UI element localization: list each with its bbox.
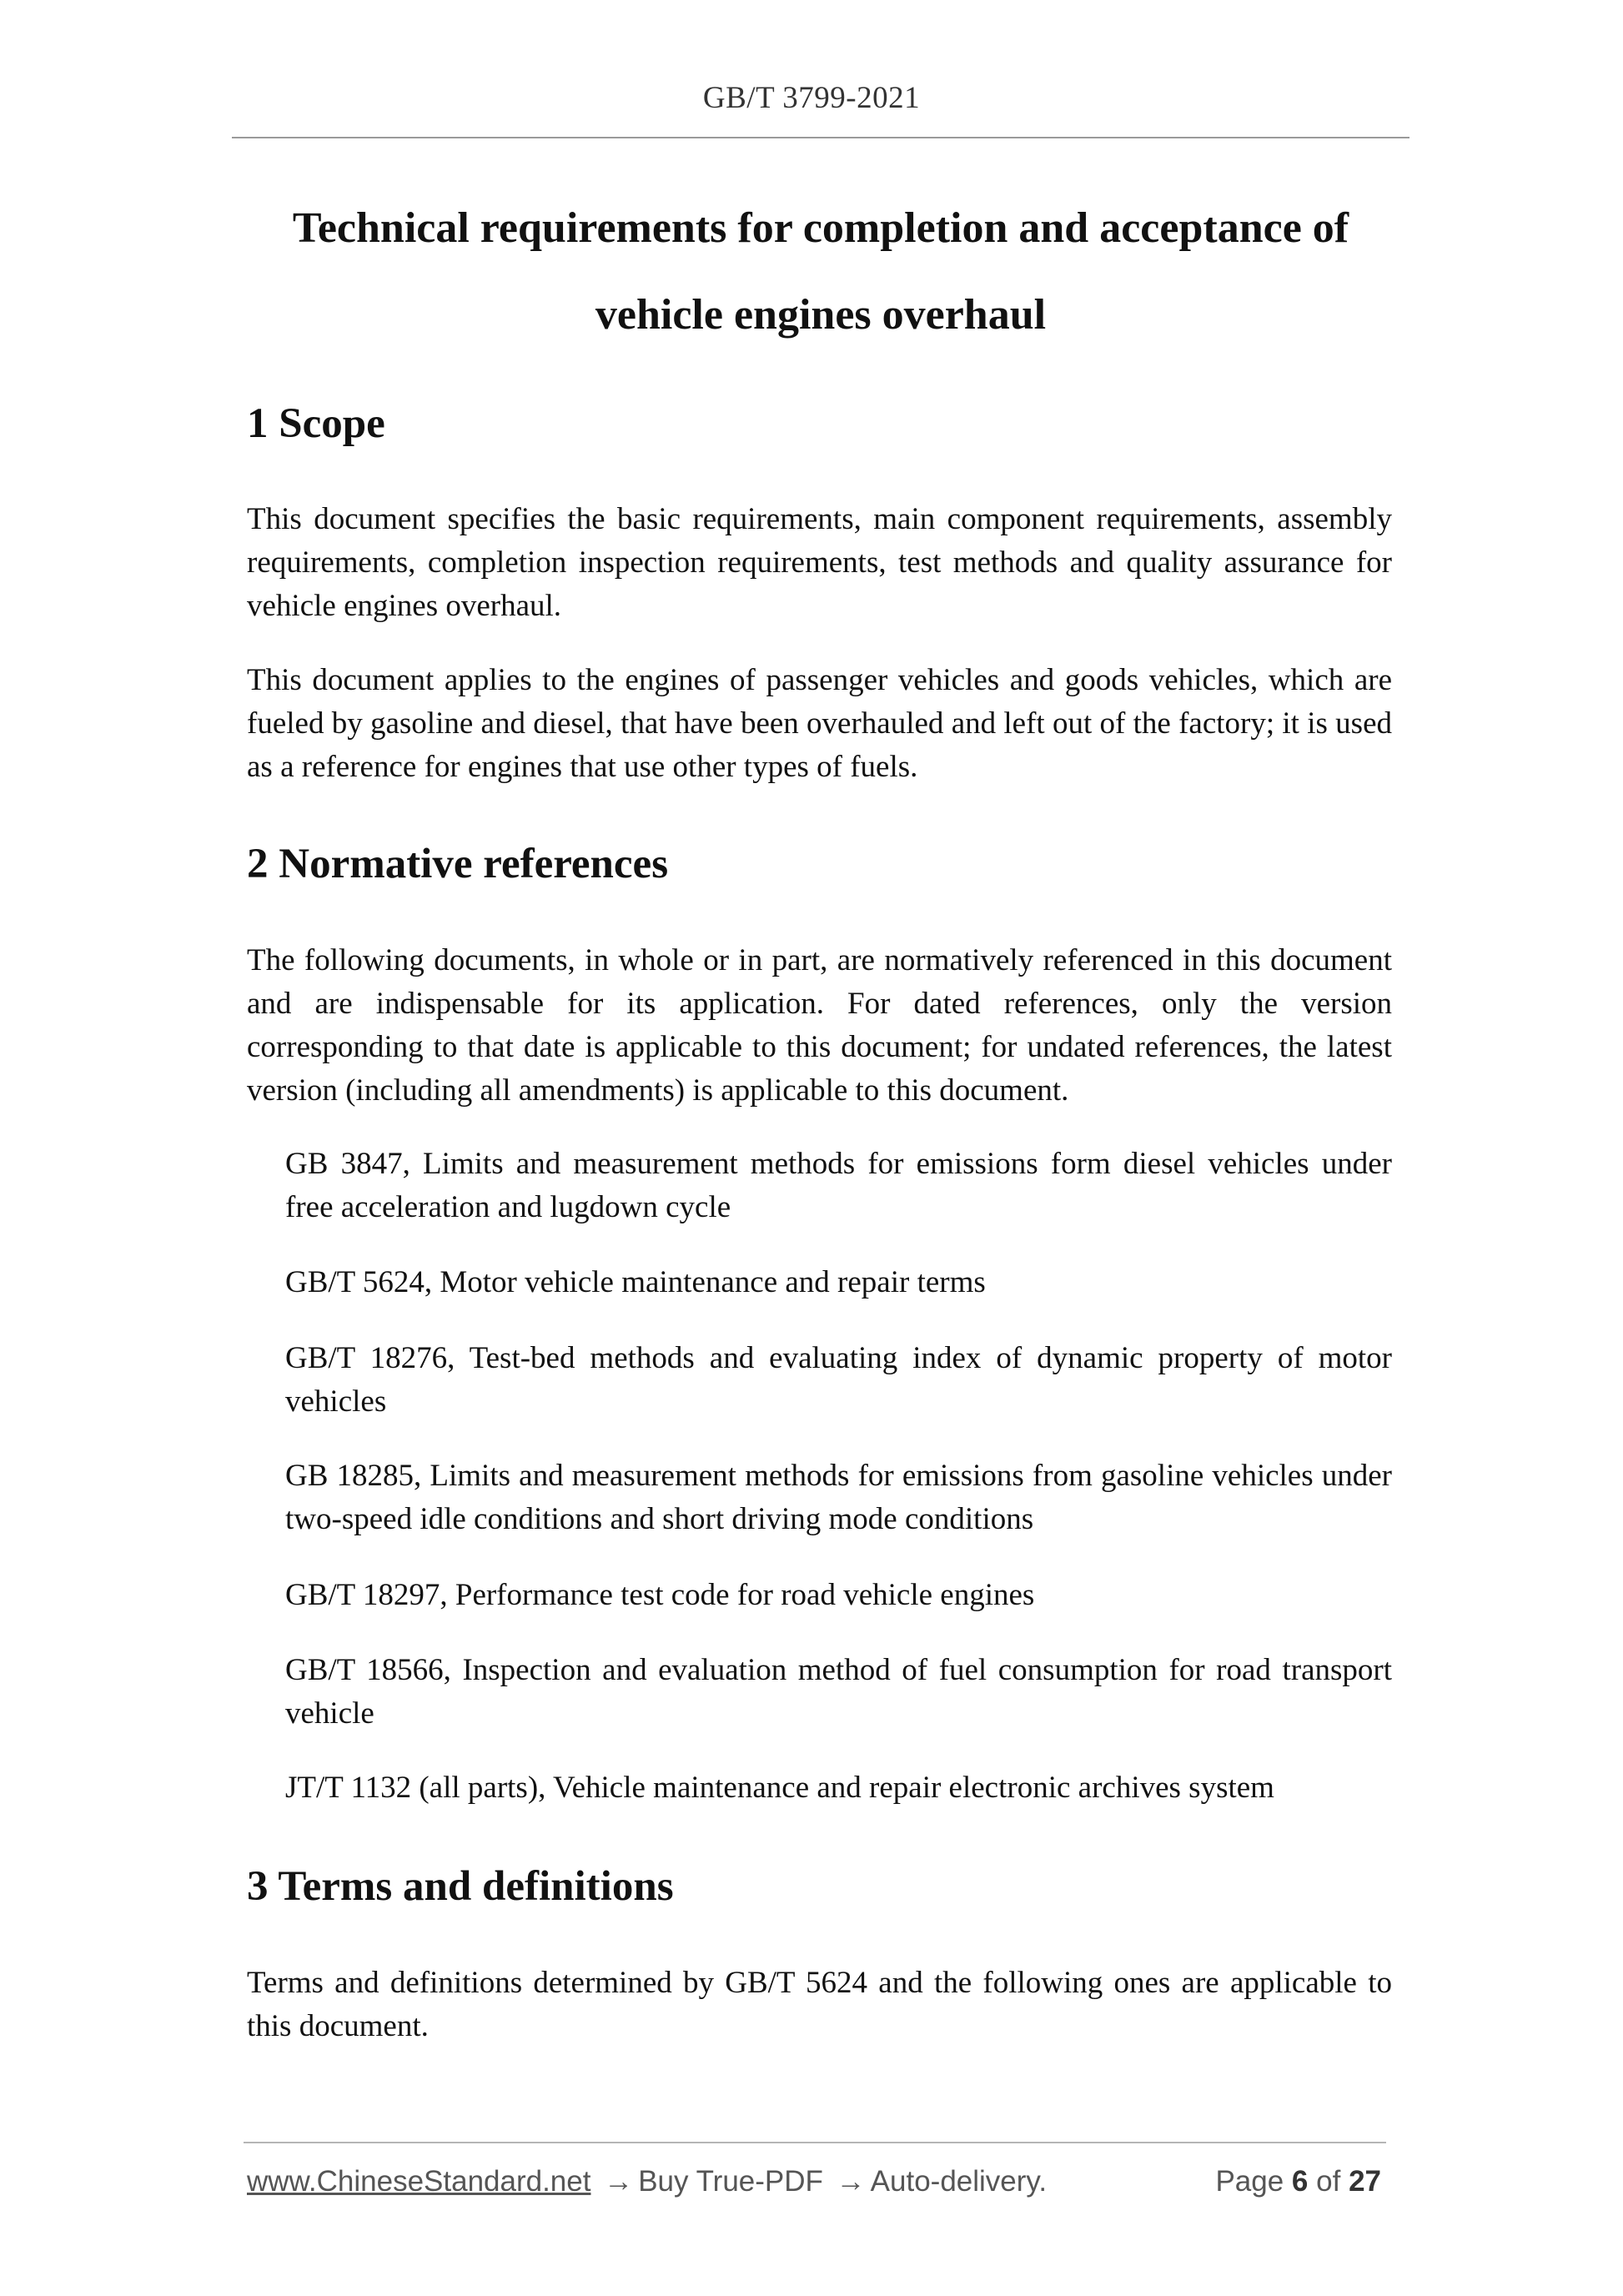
title-line-1: Technical requirements for completion and acceptance of — [292, 204, 1349, 252]
footer-divider — [244, 2142, 1386, 2143]
reference-item: GB 3847, Limits and measurement methods for emissions form diesel vehicles under free acceleration and lugdown cycle — [285, 1147, 1392, 1224]
buy-true-pdf-text: Buy True-PDF — [638, 2165, 823, 2198]
footer-promo — [247, 2165, 1047, 2198]
document-title — [232, 185, 1409, 359]
section-heading-normative-references: 2 Normative references — [247, 841, 669, 887]
page-label: Page — [1215, 2165, 1284, 2198]
reference-item: GB/T 18566, Inspection and evaluation method of fuel consumption for road transport vehicle — [285, 1653, 1392, 1731]
arrow-right-icon: → — [604, 2165, 634, 2198]
page-current: 6 — [1291, 2165, 1309, 2198]
reference-item: GB/T 5624, Motor vehicle maintenance and repair terms — [285, 1265, 986, 1299]
page-of-label: of — [1316, 2165, 1341, 2198]
page-footer — [247, 2165, 1381, 2198]
header-standard-code: GB/T 3799-2021 — [702, 81, 921, 115]
page-number — [1215, 2165, 1381, 2198]
reference-item: GB 18285, Limits and measurement methods for emissions from gasoline vehicles under two-speed idle conditions and short driving mode conditions — [285, 1459, 1392, 1536]
reference-item: JT/T 1132 (all parts), Vehicle maintenance and repair electronic archives system — [285, 1771, 1274, 1805]
reference-item: GB/T 18276, Test-bed methods and evaluating index of dynamic property of motor vehicles — [285, 1341, 1392, 1419]
arrow-right-icon: → — [836, 2165, 866, 2198]
header-divider — [232, 137, 1409, 138]
page-total: 27 — [1349, 2165, 1381, 2198]
website-link[interactable]: www.ChineseStandard.net — [247, 2165, 591, 2198]
terms-paragraph: Terms and definitions determined by GB/T 5624 and the following ones are applicable to this document. — [247, 1966, 1392, 2043]
normative-intro-paragraph: The following documents, in whole or in part, are normatively referenced in this document and are indispensable for its application. For dated references, only the version corresponding to that date is applicable to this document; for undated references, the latest version (including all amendments) is applicable to this document. — [247, 943, 1392, 1108]
scope-paragraph-1: This document specifies the basic requirements, main component requirements, assembly requirements, completion inspection requirements, test methods and quality assurance for vehicle engines overhaul. — [247, 502, 1392, 623]
section-heading-terms-definitions: 3 Terms and definitions — [247, 1863, 674, 1910]
scope-paragraph-2: This document applies to the engines of passenger vehicles and goods vehicles, which are fueled by gasoline and diesel, that have been overhauled and left out of the factory; it is used as a reference for engines that use other types of fuels. — [247, 663, 1392, 784]
section-heading-scope: 1 Scope — [247, 400, 385, 447]
auto-delivery-text: Auto-delivery. — [870, 2165, 1048, 2198]
title-line-2: vehicle engines overhaul — [595, 291, 1047, 339]
reference-item: GB/T 18297, Performance test code for road vehicle engines — [285, 1578, 1035, 1612]
